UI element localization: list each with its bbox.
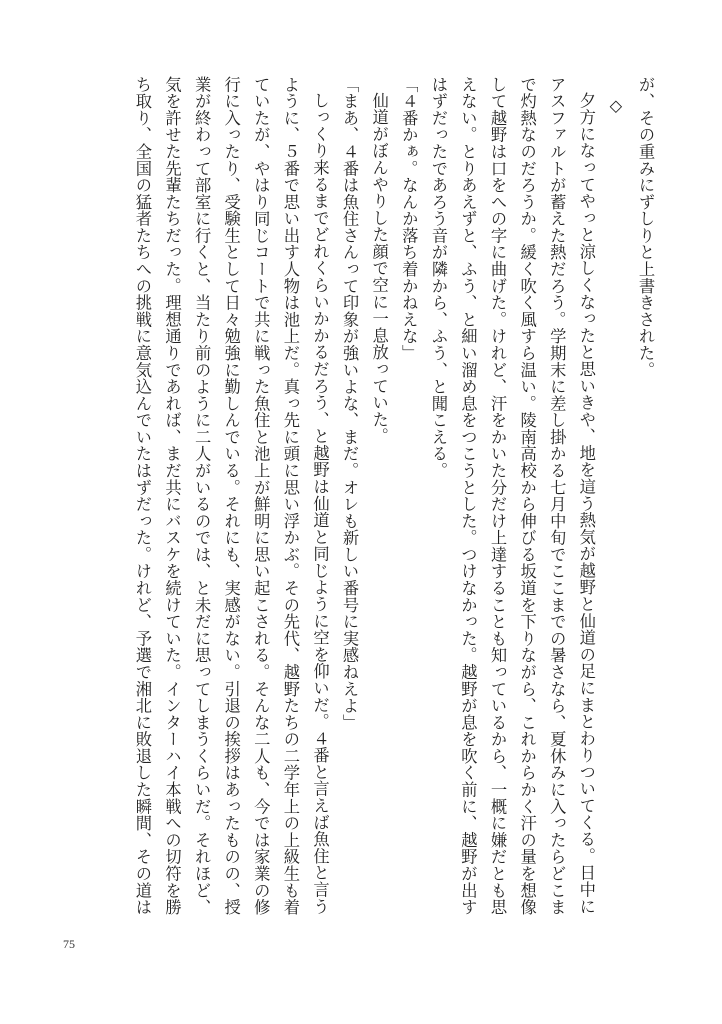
text-line: 業が終わって部室に行くと、当たり前のように二人がいるのでは、と未だに思ってしまうくらいだ。それほど、 (192, 76, 212, 916)
text-line: 夕方になってやっと涼しくなったと思いきや、地を這う熱気が越野と仙道の足にまとわりついてくる。日中に (576, 92, 596, 916)
text-line: で灼熱なのだろうか。緩く吹く風すら温い。陵南高校から伸びる坂道を下りながら、これからかく汗の量を想像 (517, 76, 537, 916)
text-line: ち取り、全国の猛者たちへの挑戦に意気込んでいたはずだった。けれど、予選で湘北に敗退した瞬間、その道は (132, 76, 152, 916)
text-line: して越野は口をへの字に曲げた。けれど、汗をかいた分だけ上達することも知っているから、一概に嫌だとも思 (488, 76, 508, 916)
text-line: が、その重みにずしりと上書きされた。 (636, 76, 655, 379)
text-line: ていたが、やはり同じコートで共に戦った魚住と池上が鮮明に思い起こされる。そんな二人も、今では家業の修 (251, 76, 271, 916)
text-line: 気を許せた先輩たちだった。理想通りであれば、まだ共にバスケを続けていた。インターハイ本戦への切符を勝 (162, 76, 182, 916)
text-line: ように、５番で思い出す人物は池上だ。真っ先に頭に思い浮かぶ。その先代、越野たちの二学年上の上級生も着 (280, 76, 300, 916)
section-break-diamond: ◇ (606, 95, 626, 116)
page-number: 75 (63, 937, 75, 951)
text-line: 仙道がぼんやりした顔で空に一息放っていた。 (369, 92, 389, 445)
text-line: はずだったであろう音が隣から、ふう、と聞こえる。 (428, 76, 448, 479)
text-line: 行に入ったり、受験生として日々勉強に勤しんでいる。それにも、実感がない。引退の挨拶はあったものの、授 (221, 76, 241, 916)
dialogue-line: 「４番かぁ。なんか落ち着かねえな」 (399, 76, 419, 362)
text-line: えない。とりあえずと、ふう、と細い溜め息をつこうとした。つけなかった。越野が息を吹く前に、越野が出す (458, 76, 478, 916)
text-line: しっくり来るまでどれくらいかかるだろう、と越野は仙道と同じように空を仰いだ。４番と言えば魚住と言う (310, 92, 330, 916)
dialogue-line: 「まあ、４番は魚住さんって印象が強いよな、まだ。オレも新しい番号に実感ねえよ」 (340, 76, 360, 731)
vertical-text-block (60, 76, 660, 932)
text-line: アスファルトが蓄えた熱だろう。学期末に差し掛かる七月中旬でここまでの暑さなら、夏休みに入ったらどこま (547, 76, 567, 916)
